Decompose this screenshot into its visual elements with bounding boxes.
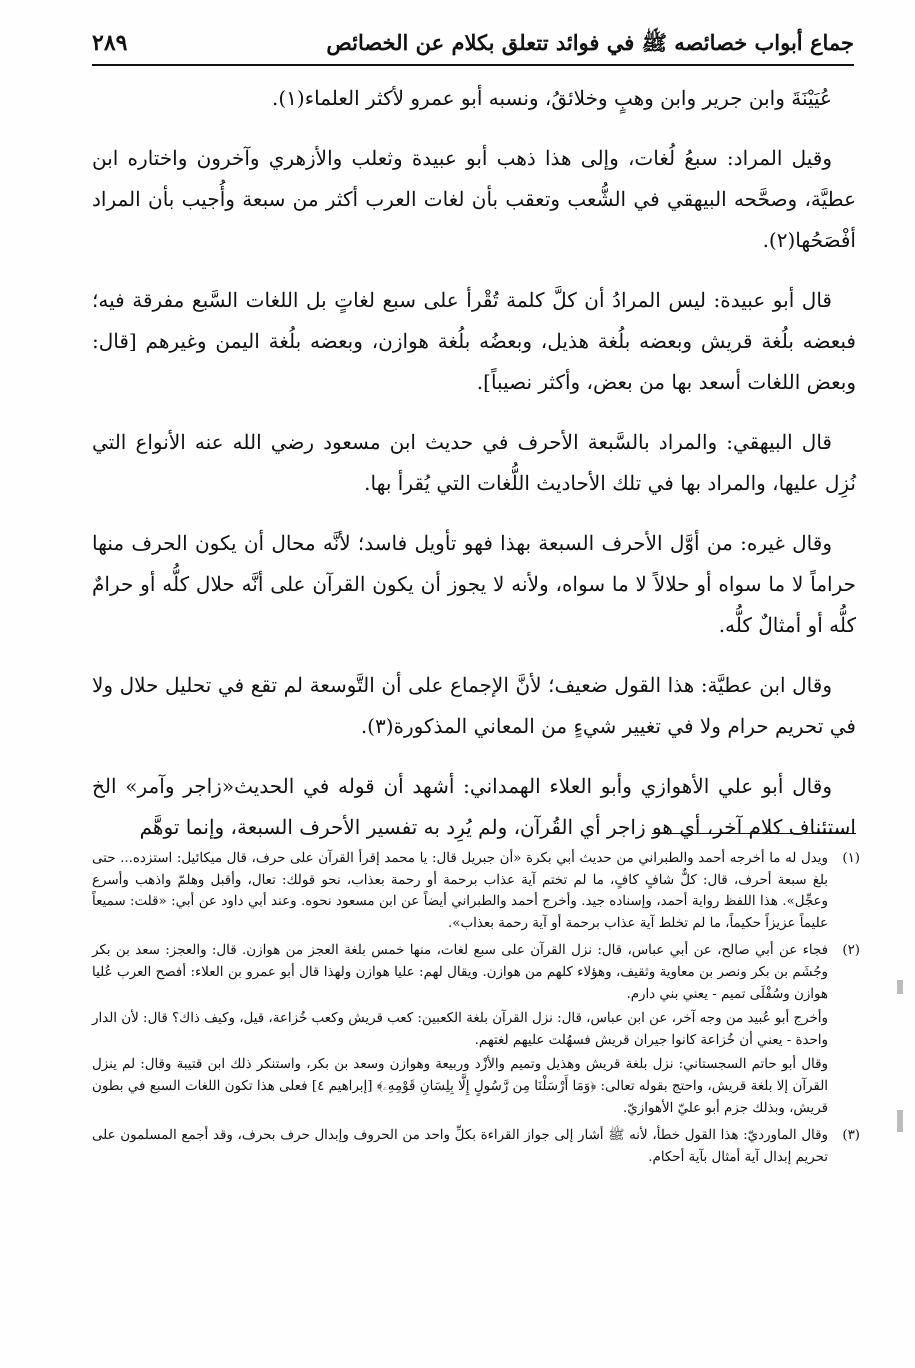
- footnote-text: ويدل له ما أخرجه أحمد والطبراني من حديث أبي بكرة «أن جبريل قال: يا محمد إقرأ القرآن على حرف، قال ميكائيل: استزده... حتى بلغ سبعة أحرف، قال: كلٌّ شافٍ كافٍ، ما لم تختم آية عذاب برحمة أو رحمة بعذاب، نحو قولك: تعال، وأقبل وهلمّ واذهب وأسرع وعجِّل». هذا اللفظ رواية أحمد، وإسناده جيد. وأخرج أحمد والطبراني أيضاً عن ابن مسعود نحوه. وعند أبي داود عن أبي: «قلت: سميعاً عليماً عزيزاً حكيماً، ما لم تخلط آية عذاب برحمة أو آية رحمة بعذاب».: [92, 851, 828, 931]
- footnote-separator: [652, 833, 856, 834]
- paragraph: قال البيهقي: والمراد بالسَّبعة الأحرف في حديث ابن مسعود رضي الله عنه الأنواع التي نُزِل عليها، والمراد بها في تلك الأحاديث اللُّغات التي يُقرأ بها.: [92, 430, 856, 495]
- footnote-2: [92, 940, 860, 1119]
- paragraph: وقال أبو علي الأهوازي وأبو العلاء الهمداني: أشهد أن قوله في الحديث«زاجر وآمر» الخ استئناف كلام آخر، أي هو زاجر أي القُرآن، ولم يُرِد به تفسير الأحرف السبعة، وإنما توهَّم: [92, 774, 856, 839]
- footnote-text: وأخرج أبو عُبيد من وجه آخر، عن ابن عباس، قال: نزل القرآن بلغة الكعبين: كعب قريش وكعب خُزاعة، قيل، وكيف ذاك؟ قال: لأن الدار واحدة - يعني أن خُزاعة كانوا جيران قريش فسهُلت عليهم لغتهم.: [92, 1011, 828, 1048]
- paragraph: وقال ابن عطيَّة: هذا القول ضعيف؛ لأنَّ الإجماع على أن التَّوسعة لم تقع في تحليل حلال ولا في تحريم حرام ولا في تغيير شيءٍ من المعاني المذكورة(٣).: [92, 673, 856, 738]
- scan-margin-mark: [897, 980, 903, 994]
- footnote-1: [92, 848, 860, 934]
- footnote-number: (١): [842, 851, 860, 866]
- page-number: ٢٨٩: [92, 30, 128, 56]
- header-title: جماع أبواب خصائصه ﷺ في فوائد تتعلق بكلام عن الخصائص: [326, 30, 854, 55]
- paragraph: عُيَيْنَةَ وابن جرير وابن وهبٍ وخلائقُ، ونسبه أبو عمرو لأكثر العلماء(١).: [271, 86, 832, 110]
- paragraph: وقيل المراد: سبعُ لُغات، وإلى هذا ذهب أبو عبيدة وثعلب والأزهري وآخرون واختاره ابن عطيَّة، وصحَّحه البيهقي في الشُّعب وتعقب بأن لغات العرب أكثر من سبعة وأُجيب بأن المراد أفْصَحُها(٢).: [92, 146, 856, 252]
- paragraph: قال أبو عبيدة: ليس المرادُ أن كلَّ كلمة تُقْرأ على سبع لغاتٍ بل اللغات السَّبع مفرقة فيه؛ فبعضه بلُغة قريش وبعضه بلُغة هذيل، وبعضُه بلُغة هوازن، وبعضه بلُغة اليمن وغيرهم [قال: وبعض اللغات أسعد بها من بعض، وأكثر نصيباً].: [92, 288, 856, 394]
- footnote-3: [92, 1125, 860, 1168]
- footnotes: [92, 848, 860, 1174]
- running-header: [92, 28, 854, 66]
- paragraph: وقال غيره: من أوَّل الأحرف السبعة بهذا فهو تأويل فاسد؛ لأنَّه محال أن يكون الحرف منها حراماً لا ما سواه أو حلالاً لا ما سواه، ولأنه لا يجوز أن يكون القرآن على أنَّه حلال كلُّه أو حرامٌ كلُّه أو أمثالٌ كلُّه.: [92, 531, 856, 637]
- footnote-number: (٣): [842, 1128, 860, 1144]
- scan-margin-mark: [897, 1110, 903, 1132]
- footnote-text: وقال الماورديّ: هذا القول خطأ، لأنه ﷺ أشار إلى جواز القراءة بكلِّ واحد من الحروف وإبدال حرف بحرف، وقد أجمع المسلمون على تحريم إبدال آية أمثال بآية أحكام.: [92, 1128, 828, 1165]
- footnote-text: فجاء عن أبي صالح، عن أبي عباس، قال: نزل القرآن على سبع لغات، منها خمس بلغة العجز من هوازن. قال: والعجز: سعد بن بكر وجُشَم بن بكر ونصر بن معاوية وثقيف، وهؤلاء كلهم من هوازن. ويقال لهم: عليا هوازن ولهذا قال أبو عمرو بن العلاء: أفصح العرب عُليا هوازن وسُفْلَى تميم - يعني بني دارم.: [92, 943, 828, 1002]
- footnote-number: (٢): [842, 943, 860, 959]
- footnote-text: وقال أبو حاتم السجستاني: نزل بلغة قريش وهذيل وتميم والأزْد وربيعة وهوازن وسعد بن بكر، واستنكر ذلك ابن قتيبة وقال: لم ينزل القرآن إلا بلغة قريش، واحتج بقوله تعالى: ﴿وَمَا أَرْسَلْنَا مِن رَّسُولٍ إِلَّا بِلِسَانِ قَوْمِهِۦ﴾ [إبراهيم ٤] فعلى هذا تكون اللغات السبع في بطون قريش، وبذلك جزم أبو عليّ الأهوازيّ.: [92, 1057, 828, 1116]
- main-text: [92, 78, 856, 867]
